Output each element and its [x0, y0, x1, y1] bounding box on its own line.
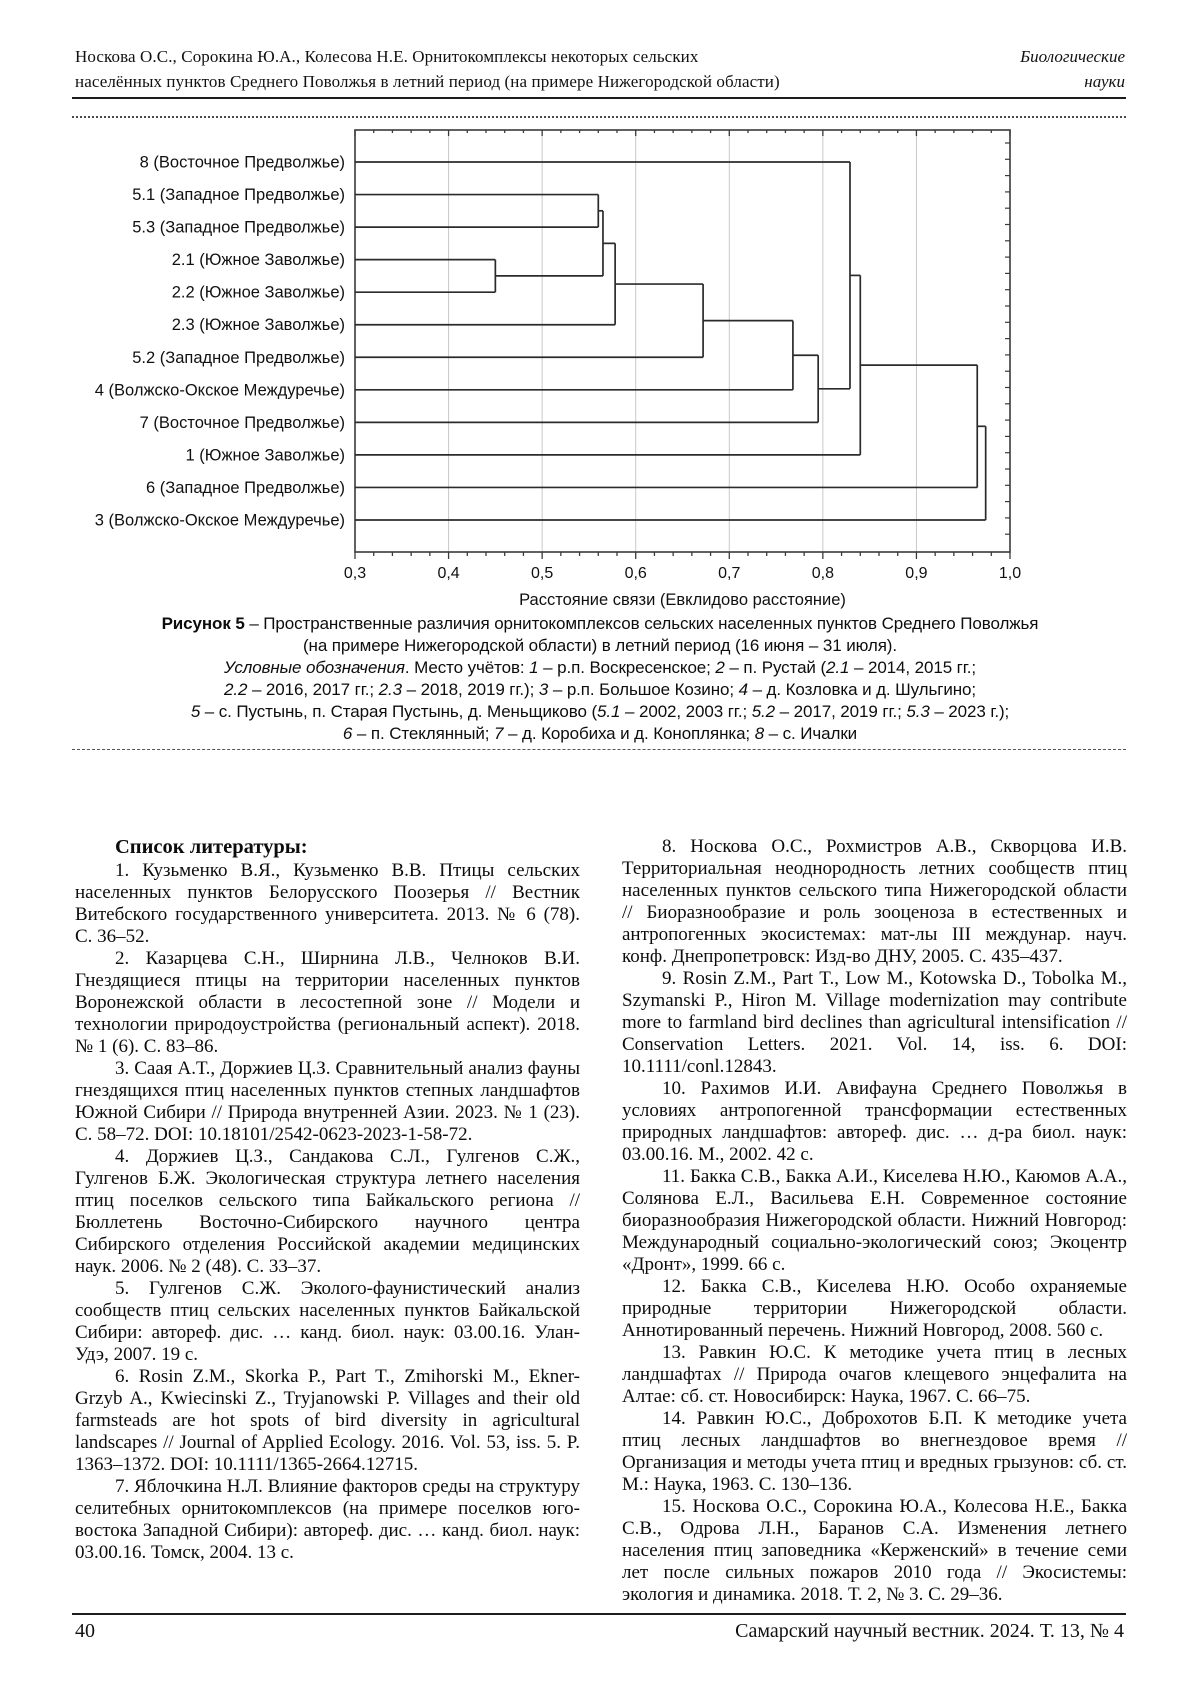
leaf-label: 6 (Западное Предволжье)	[146, 478, 345, 497]
header-section-label	[1020, 44, 1125, 94]
x-tick-label: 0,9	[905, 565, 928, 582]
x-tick-label: 0,3	[343, 565, 367, 582]
caption-run: – с. Пустынь, п. Старая Пустынь, д. Меньщиково (	[200, 702, 598, 721]
journal-line: Самарский научный вестник. 2024. Т. 13, № 4	[735, 1620, 1124, 1642]
leaf-label: 4 (Волжско-Окское Междуречье)	[94, 381, 345, 400]
caption-run-italic: 5.3	[906, 702, 930, 721]
caption-run-italic: 2.1	[826, 658, 850, 677]
x-tick-label: 0,4	[437, 565, 460, 582]
reference-item: 8. Носкова О.С., Рохмистров А.В., Скворцова И.В. Территориальная неоднородность летних сообществ птиц населенных пунктов сельского типа Нижегородской области // Биоразнообразие и роль зооценоза в естественных и антропогенных экосистемах: мат-лы III междунар. науч. конф. Днепропетровск: Изд-во ДНУ, 2005. С. 435–437.	[622, 836, 1127, 967]
footer-rule	[72, 1613, 1126, 1615]
caption-run-italic: 1	[529, 658, 539, 677]
figure-caption	[75, 613, 1125, 745]
caption-run-italic: 2.3	[378, 680, 402, 699]
caption-run: – 2017, 2019 гг.;	[775, 702, 907, 721]
reference-item: 13. Равкин Ю.С. К методике учета птиц в лесных ландшафтах // Природа очагов клещевого энцефалита на Алтае: сб. ст. Новосибирск: Наука, 1967. С. 66–75.	[622, 1342, 1127, 1407]
leaf-label: 3 (Волжско-Окское Междуречье)	[94, 511, 345, 530]
references-right-column	[622, 836, 1127, 1606]
caption-run-italic: 5.1	[597, 702, 621, 721]
leaf-label: 7 (Восточное Предволжье)	[139, 413, 345, 432]
leaf-label: 1 (Южное Заволжье)	[185, 446, 345, 465]
caption-run-italic: 6	[342, 724, 353, 743]
plot-frame	[355, 130, 1010, 552]
reference-item: 14. Равкин Ю.С., Доброхотов Б.П. К методике учета птиц лесных ландшафтов во внегнездовое время // Организация и методы учета птиц и вредных грызунов: сб. ст. М.: Наука, 1963. С. 130–136.	[622, 1408, 1127, 1495]
reference-item: 15. Носкова О.С., Сорокина Ю.А., Колесова Н.Е., Бакка С.В., Одрова Л.Н., Баранов С.А. Изменения летнего населения птиц заповедника «Керженский» в течение семи лет после сильных пожаров 2010 года // Экосистемы: экология и динамика. 2018. Т. 2, № 3. С. 29–36.	[622, 1496, 1127, 1605]
leaf-label: 5.1 (Западное Предволжье)	[132, 186, 345, 205]
leaf-label: 5.2 (Западное Предволжье)	[132, 348, 345, 367]
references-left-column	[75, 836, 580, 1606]
leaf-label: 2.3 (Южное Заволжье)	[171, 316, 345, 335]
caption-run-italic: 2	[715, 658, 725, 677]
reference-item: 10. Рахимов И.И. Авифауна Среднего Поволжья в условиях антропогенной трансформации естественных природных ландшафтов: автореф. дис. … д-ра биол. наук: 03.00.16. М., 2002. 42 с.	[622, 1078, 1127, 1165]
caption-run: – д. Козловка и д. Шульгино;	[747, 680, 977, 699]
references-left-items	[75, 860, 580, 1564]
caption-line	[75, 635, 1125, 657]
caption-run: (на примере Нижегородской области) в летний период (16 июня – 31 июля).	[302, 636, 897, 655]
reference-item: 2. Казарцева С.Н., Ширнина Л.В., Челноков В.И. Гнездящиеся птицы на территории населенных пунктов Воронежской области в лесостепной зоне // Модели и технологии природоустройства (региональный аспект). 2018. № 1 (6). С. 83–86.	[75, 948, 580, 1057]
reference-item: 11. Бакка С.В., Бакка А.И., Киселева Н.Ю., Каюмов А.А., Солянова Е.Л., Васильева Е.Н. Современное состояние биоразнообразия Нижегородской области. Нижний Новгород: Международный социально-экологический союз; Экоцентр «Дронт», 1999. 66 с.	[622, 1166, 1127, 1275]
caption-run: – 2023 г.);	[929, 702, 1010, 721]
caption-run-italic: 5.2	[751, 702, 776, 721]
caption-run-italic: 4	[738, 680, 748, 699]
x-tick-label: 0,5	[531, 565, 554, 582]
header-rule	[72, 97, 1126, 99]
reference-item: 7. Яблочкина Н.Л. Влияние факторов среды на структуру селитебных орнитокомплексов (на примере поселков юго-востока Западной Сибири): автореф. дис. … канд. биол. наук: 03.00.16. Томск, 2004. 13 с.	[75, 1476, 580, 1563]
caption-line	[75, 613, 1125, 635]
reference-item: 4. Доржиев Ц.З., Сандакова С.Л., Гулгенов С.Ж., Гулгенов Б.Ж. Экологическая структура летнего населения птиц поселков сельского типа Байкальского региона // Бюллетень Восточно-Сибирского научного центра Сибирского отделения Российской академии медицинских наук. 2006. № 2 (48). С. 33–37.	[75, 1146, 580, 1277]
caption-run-italic: 5	[190, 702, 201, 721]
caption-line	[75, 701, 1125, 723]
caption-run-italic: 7	[494, 724, 504, 743]
caption-run: . Место учётов:	[404, 658, 530, 677]
caption-line	[75, 657, 1125, 679]
x-tick-label: 0,8	[811, 565, 834, 582]
references	[75, 836, 1127, 1606]
leaf-label: 5.3 (Западное Предволжье)	[132, 218, 345, 237]
page-header	[75, 44, 1125, 94]
references-heading: Список литературы:	[115, 836, 308, 858]
caption-run: – р.п. Большое Козино;	[548, 680, 739, 699]
reference-item: 9. Rosin Z.M., Part T., Low M., Kotowska D., Tobolka M., Szymanski P., Hiron M. Village modernization may contribute more to farmland bird declines than agricultural intensification // Conservation Letters. 2021. Vol. 14, iss. 6. DOI: 10.1111/conl.12843.	[622, 968, 1127, 1077]
header-line-2: населённых пунктов Среднего Поволжья в летний период (на примере Нижегородской области)	[75, 72, 780, 91]
x-axis-title: Расстояние связи (Евклидово расстояние)	[519, 591, 846, 609]
x-tick-label: 0,6	[624, 565, 647, 582]
caption-dashed-rule	[72, 749, 1126, 750]
section-line-1: Биологические	[1020, 47, 1125, 66]
caption-run-italic: 3	[538, 680, 549, 699]
caption-line	[75, 679, 1125, 701]
caption-run-italic: Условные обозначения	[223, 658, 405, 677]
leaf-label: 2.2 (Южное Заволжье)	[171, 283, 345, 302]
caption-run: – Пространственные различия орнитокомплексов сельских населенных пунктов Среднего Поволжья	[244, 614, 1039, 633]
reference-item: 12. Бакка С.В., Киселева Н.Ю. Особо охраняемые природные территории Нижегородской области. Аннотированный перечень. Нижний Новгород, 2008. 560 с.	[622, 1276, 1127, 1341]
x-tick-label: 1,0	[998, 565, 1022, 582]
header-authors-title	[75, 44, 780, 94]
caption-run-italic: 2.2	[223, 680, 248, 699]
caption-line	[75, 723, 1125, 745]
caption-run: – 2002, 2003 гг.;	[620, 702, 752, 721]
section-line-2: науки	[1084, 72, 1125, 91]
reference-item: 5. Гулгенов С.Ж. Эколого-фаунистический анализ сообществ птиц сельских населенных пунктов Байкальской Сибири: автореф. дис. … канд. биол. наук: 03.00.16. Улан-Удэ, 2007. 19 с.	[75, 1278, 580, 1365]
leaf-label: 2.1 (Южное Заволжье)	[171, 251, 345, 270]
caption-run-italic: 8	[754, 724, 765, 743]
caption-run-bold: Рисунок 5	[161, 614, 245, 633]
reference-item: 1. Кузьменко В.Я., Кузьменко В.В. Птицы сельских населенных пунктов Белорусского Поозерья // Вестник Витебского государственного университета. 2013. № 6 (78). С. 36–52.	[75, 860, 580, 947]
caption-run: – р.п. Воскресенское;	[538, 658, 716, 677]
caption-run: – 2016, 2017 гг.;	[247, 680, 379, 699]
header-line-1: Носкова О.С., Сорокина Ю.А., Колесова Н.Е. Орнитокомплексы некоторых сельских	[75, 47, 699, 66]
caption-run: – п. Стеклянный;	[352, 724, 495, 743]
reference-item: 6. Rosin Z.M., Skorka P., Part T., Zmihorski M., Ekner-Grzyb A., Kwiecinski Z., Tryjanowski P. Villages and their old farmsteads are hot spots of bird diversity in agricultural landscapes // Journal of Applied Ecology. 2016. Vol. 53, iss. 5. P. 1363–1372. DOI: 10.1111/1365-2664.12715.	[75, 1366, 580, 1475]
reference-item: 3. Саая А.Т., Доржиев Ц.З. Сравнительный анализ фауны гнездящихся птиц населенных пунктов степных ландшафтов Южной Сибири // Природа внутренней Азии. 2023. № 1 (23). С. 58–72. DOI: 10.18101/2542-0623-2023-1-58-72.	[75, 1058, 580, 1145]
caption-run: – д. Коробиха и д. Коноплянка;	[503, 724, 755, 743]
leaf-label: 8 (Восточное Предволжье)	[139, 153, 345, 172]
caption-run: – с. Ичалки	[764, 724, 858, 743]
x-tick-label: 0,7	[718, 565, 741, 582]
dendrogram-svg	[70, 116, 1070, 616]
page-number: 40	[75, 1620, 95, 1642]
caption-run: – 2014, 2015 гг.;	[849, 658, 977, 677]
caption-run: – п. Рустай (	[724, 658, 827, 677]
caption-run: – 2018, 2019 гг.);	[401, 680, 539, 699]
